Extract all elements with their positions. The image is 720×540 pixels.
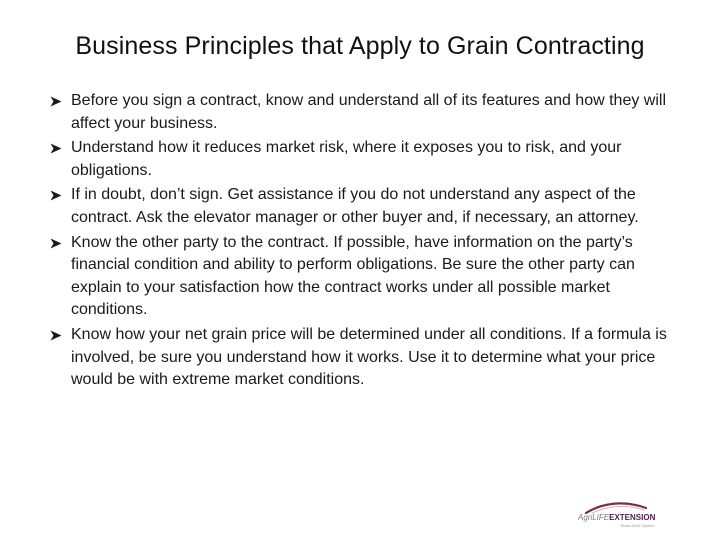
list-item [48,137,684,182]
list-item [48,184,684,229]
bullet-text: Understand how it reduces market risk, where it exposes you to risk, and your obligations. [71,139,622,179]
logo-wordmark-agrilife: AgriLIFE [578,513,610,522]
arrow-bullet-icon [50,330,62,341]
agrilife-extension-logo [572,500,676,530]
arrow-bullet-icon [50,238,62,249]
arrow-bullet-icon [50,190,62,201]
list-item [48,232,684,322]
bullet-list [48,90,684,394]
list-item [48,324,684,392]
arrow-bullet-icon [50,143,62,154]
bullet-text: If in doubt, don’t sign. Get assistance if you do not understand any aspect of the contract. Ask the elevator manager or other buyer and, if necessary, an attorney. [71,186,639,226]
arrow-bullet-icon [50,96,62,107]
logo-wordmark-extension: EXTENSION [609,513,656,522]
bullet-text: Know how your net grain price will be determined under all conditions. If a formula is involved, be sure you understand how it works. Use it to determine what your price would be with extreme market conditions. [71,325,667,389]
list-item [48,90,684,135]
bullet-text: Before you sign a contract, know and understand all of its features and how they will affect your business. [71,92,667,132]
bullet-text: Know the other party to the contract. If possible, have information on the party’s financial condition and ability to perform obligations. Be sure the other party can explain to your satisfaction how the contract works under all possible market conditions. [71,233,635,319]
logo-subtext: Texas A&M System [620,523,655,528]
logo-swoosh-icon [572,500,676,514]
slide-title: Business Principles that Apply to Grain Contracting [75,32,645,60]
logo-wordmark [578,513,655,523]
